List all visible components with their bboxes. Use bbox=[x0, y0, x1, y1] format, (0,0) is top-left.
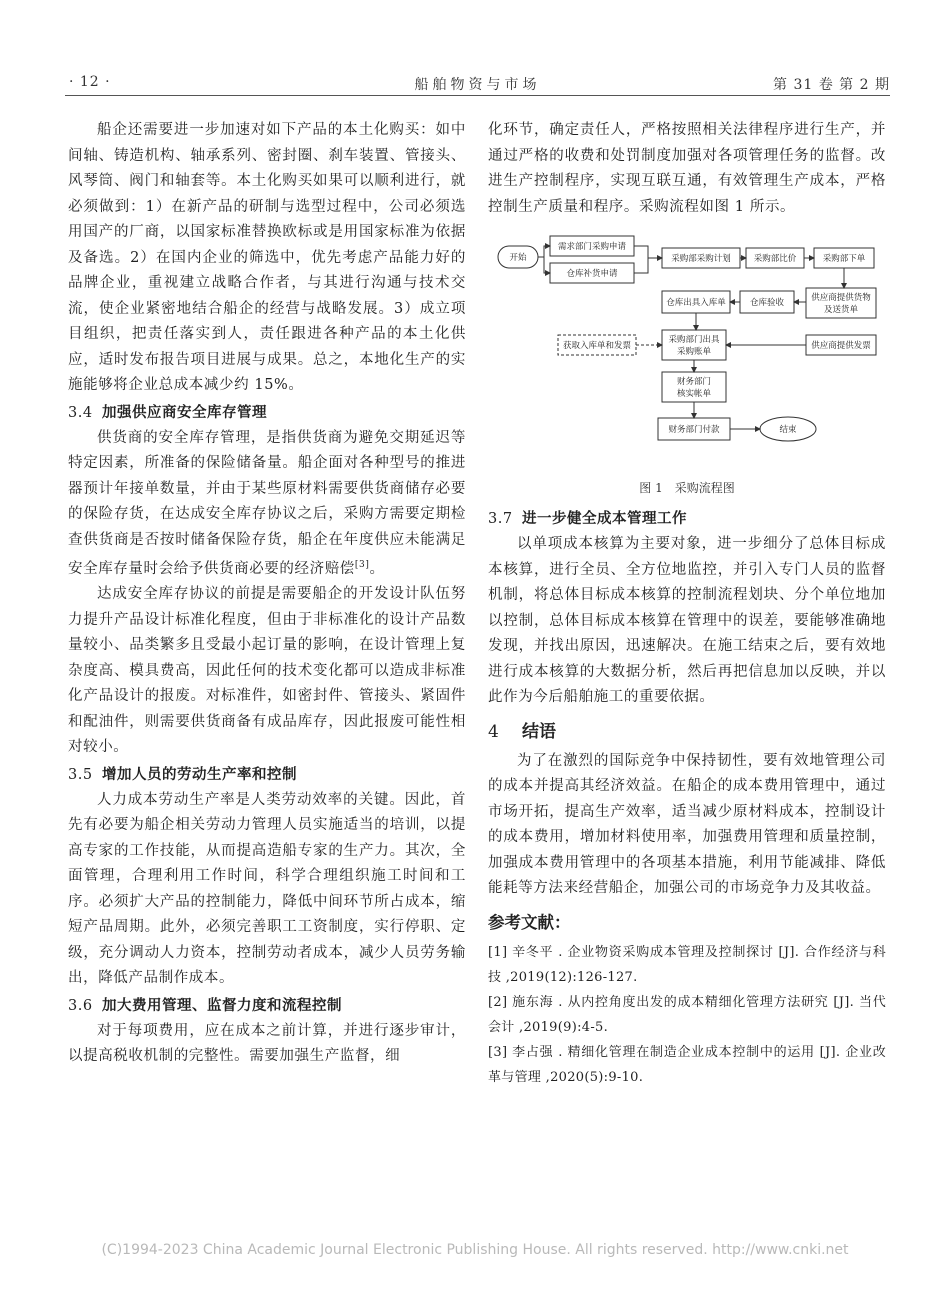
paragraph: 供货商的安全库存管理，是指供货商为避免交期延迟等特定因素，所准备的保险储备量。船企面对各种型号的推进器预计年接单数量，并由于某些原材料需要供货商储存必要的保险存货，在达成安全库存协议之后，采购方需要定期检查供货商是否按时储备保险存货，船企在年度供应未能满足安全库存量时会给予供货商必要的经济赔偿[3]。 bbox=[68, 429, 466, 577]
paragraph: 船企还需要进一步加速对如下产品的本土化购买：如中间轴、铸造机构、轴承系列、密封圈、刹车装置、管接头、风琴筒、阀门和轴套等。本土化购买如果可以顺利进行，就必须做到：1）在新产品的研制与选型过程中，公司必须选用国产的厂商，以国家标准替换欧标或是用国家标准为依据及备选。2）在国内企业的筛选中，优先考虑产品能力好的品牌企业，重视建立战略合作者，与其进行沟通与技术交流，使企业紧密地结合船企的经营与战略发展。3）成立项目组织，把责任落实到人，责任跟进各种产品的本土化供应，适时发布报告项目进展与成果。总之，本地化生产的实施能够将企业总成本减少约 15%。 bbox=[68, 122, 466, 393]
citation: [3] bbox=[354, 560, 370, 570]
page-number: · 12 · bbox=[69, 74, 111, 90]
page-header bbox=[65, 64, 890, 96]
flow-label: 财务部门 bbox=[676, 377, 712, 387]
paragraph: 达成安全库存协议的前提是需要船企的开发设计队伍努力提升产品设计标准化程度，但由于非标准化的设计产品数量较小、品类繁多且受最小起订量的影响，在设计管理上复杂度高、模具费高，因此任何的技术变化都可以造成非标准化产品设计的报废。对标准件，如密封件、管接头、紧固件和配油件，则需要供货商备有成品库存，因此报废可能性相对较小。 bbox=[68, 586, 466, 756]
flow-label: 仓库验收 bbox=[749, 298, 785, 308]
flow-label: 获取入库单和发票 bbox=[562, 341, 632, 351]
flow-label: 结束 bbox=[779, 425, 797, 435]
paragraph: 对于每项费用，应在成本之前计算，并进行逐步审计，以提高税收机制的完整性。需要加强生产监督，细 bbox=[68, 1022, 466, 1065]
flow-label: 需求部门采购申请 bbox=[557, 242, 627, 252]
section-heading-3-6: 3.6 加大费用管理、监督力度和流程控制 bbox=[68, 997, 342, 1014]
section-heading-4: 4 结语 bbox=[488, 721, 556, 742]
copyright-footer: (C)1994-2023 China Academic Journal Electronic Publishing House. All rights reserved. http://www.cnki.net bbox=[101, 1242, 849, 1258]
flow-label: 采购账单 bbox=[676, 347, 712, 357]
flow-label: 采购部比价 bbox=[753, 254, 797, 264]
flow-label: 采购部下单 bbox=[822, 254, 866, 264]
flow-label: 开始 bbox=[509, 253, 527, 263]
reference-item: [3] 李占强 . 精细化管理在制造企业成本控制中的运用 [J]. 企业改革与管理 ,2020(5):9-10. bbox=[488, 1044, 886, 1085]
journal-title: 船舶物资与市场 bbox=[414, 77, 541, 93]
left-column bbox=[68, 118, 466, 1070]
section-heading-3-7: 3.7 进一步健全成本管理工作 bbox=[488, 511, 687, 527]
flow-label: 及送货单 bbox=[823, 305, 859, 315]
flow-label: 采购部门出具 bbox=[668, 335, 720, 345]
paragraph: 人力成本劳动生产率是人类劳动效率的关键。因此，首先有必要为船企相关劳动力管理人员实施适当的培训，以提高专家的工作技能，从而提高造船专家的生产力。其次，全面管理，合理利用工作时间，科学合理组织施工时间和工序。必须扩大产品的控制能力，降低中间环节所占成本，缩短产品周期。此外，必须完善职工工资制度，实行停职、定级，充分调动人力资本，控制劳动者成本，减少人员劳务输出，降低产品制作成本。 bbox=[68, 791, 466, 987]
right-column bbox=[488, 118, 886, 1090]
flow-label: 采购部采购计划 bbox=[671, 254, 731, 264]
reference-item: [2] 施东海 . 从内控角度出发的成本精细化管理方法研究 [J]. 当代会计 ,2019(9):4-5. bbox=[488, 994, 886, 1035]
flow-label: 供应商提供货物 bbox=[811, 293, 871, 303]
procurement-flowchart bbox=[488, 234, 886, 474]
figure-caption: 图 1 采购流程图 bbox=[639, 481, 735, 495]
paragraph: 为了在激烈的国际竞争中保持韧性，要有效地管理公司的成本并提高其经济效益。在船企的成本费用管理中，通过市场开拓，提高生产效率，适当减少原材料成本，控制设计的成本费用，增加材料使用率，加强费用管理和质量控制，加强成本费用管理中的各项基本措施，利用节能减排、降低能耗等方法来经营船企，加强公司的市场竞争力及其收益。 bbox=[488, 752, 886, 896]
paragraph: 以单项成本核算为主要对象，进一步细分了总体目标成本核算，进行全员、全方位地监控，并引入专门人员的监督机制，将总体目标成本核算的控制流程划块、分个单位地加以控制，总体目标成本核算在管理中的误差，要能够准确地发现，并找出原因，迅速解决。在施工结束之后，要有效地进行成本核算的大数据分析，然后再把信息加以反映，并以此作为今后船舶施工的重要依据。 bbox=[488, 536, 886, 705]
references-heading: 参考文献： bbox=[488, 912, 571, 932]
section-heading-3-5: 3.5 增加人员的劳动生产率和控制 bbox=[68, 766, 297, 783]
section-heading-3-4: 3.4 加强供应商安全库存管理 bbox=[68, 404, 267, 421]
flow-label: 供应商提供发票 bbox=[811, 341, 871, 351]
paragraph: 化环节，确定责任人，严格按照相关法律程序进行生产，并通过严格的收费和处罚制度加强对各项管理任务的监督。改进生产控制程序，实现互联互通，有效管理生产成本，严格控制生产质量和程序。采购流程如图 1 所示。 bbox=[488, 122, 886, 215]
flow-label: 仓库补货申请 bbox=[566, 269, 618, 279]
reference-item: [1] 辛冬平 . 企业物资采购成本管理及控制探讨 [J]. 合作经济与科技 ,2019(12):126-127. bbox=[488, 944, 886, 985]
flow-label: 仓库出具入库单 bbox=[666, 298, 726, 308]
flow-label: 核实帐单 bbox=[676, 389, 712, 399]
flow-label: 财务部门付款 bbox=[668, 425, 720, 435]
issue-label: 第 31 卷 第 2 期 bbox=[773, 77, 890, 93]
